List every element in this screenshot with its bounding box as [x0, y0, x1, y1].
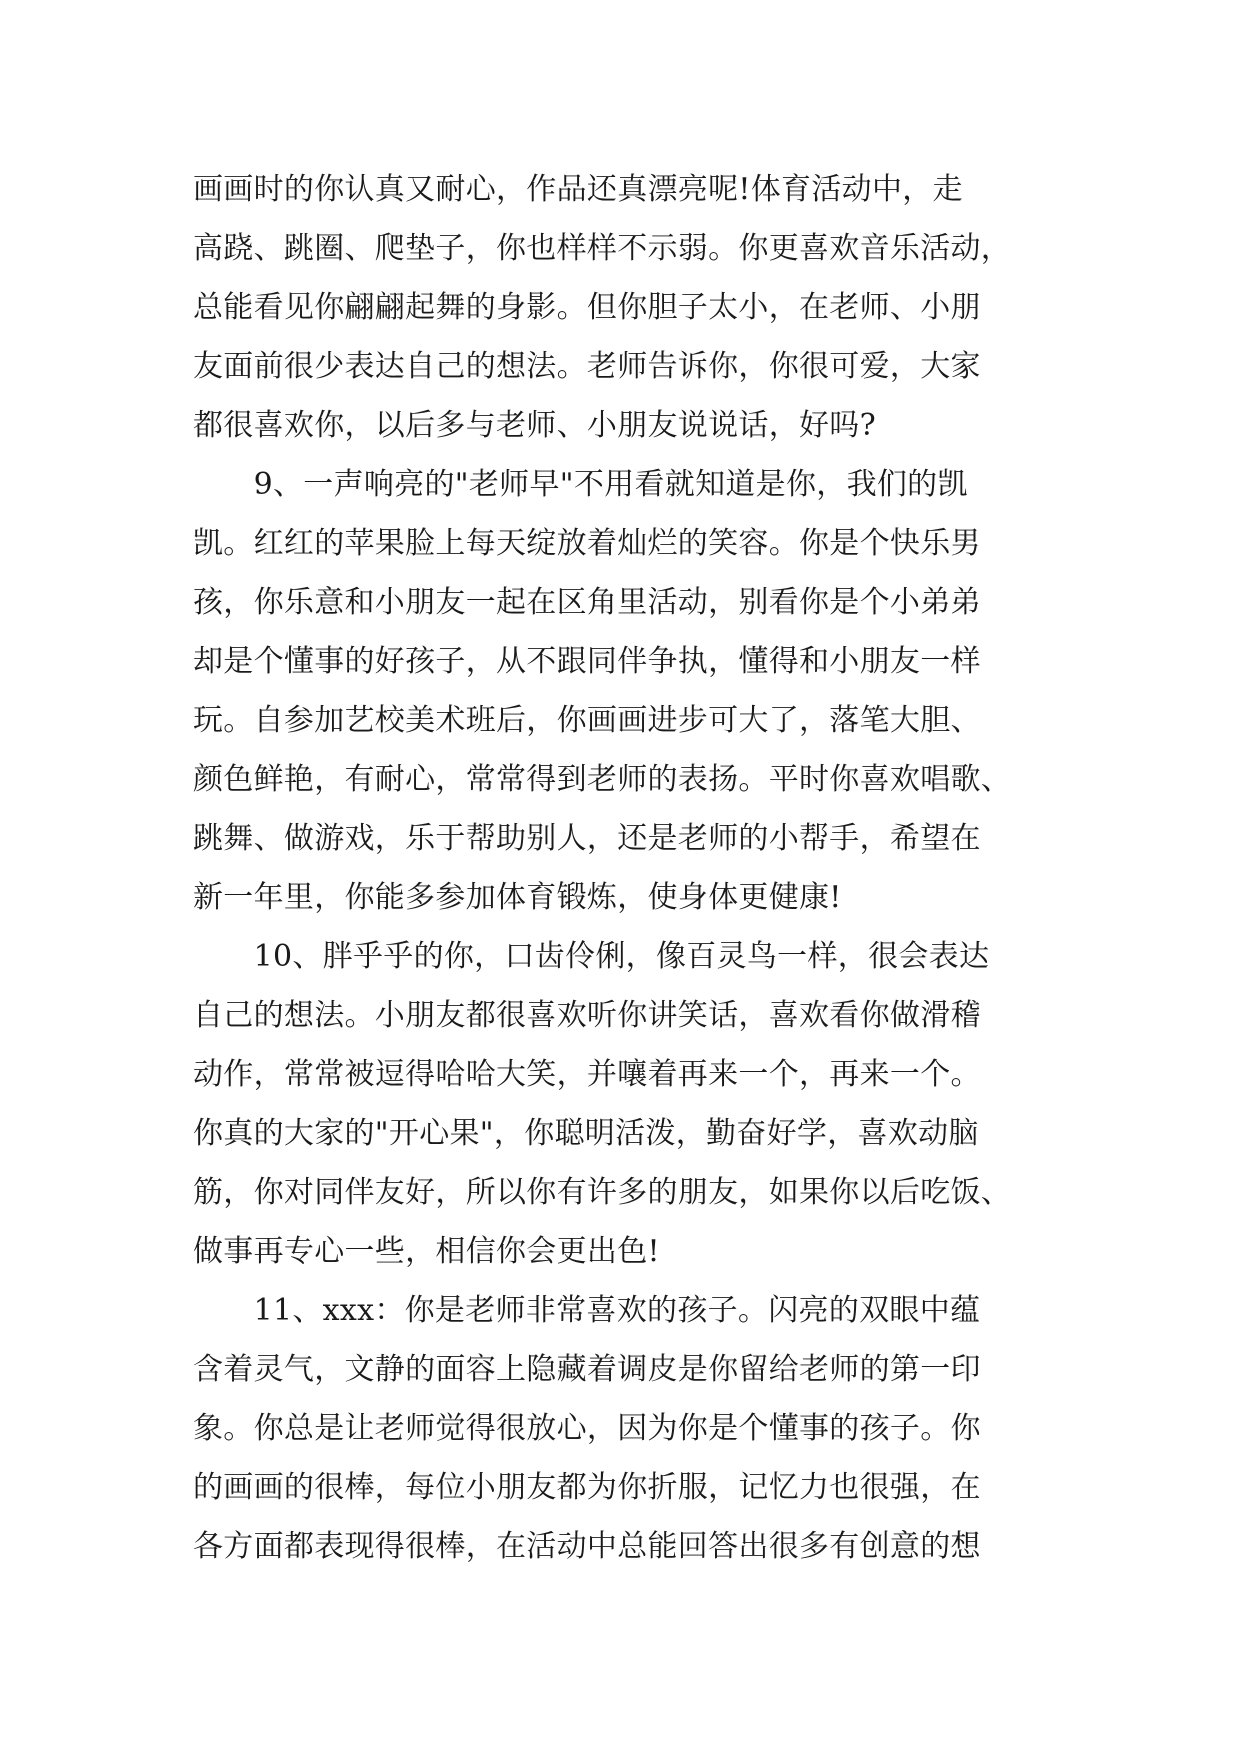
- text-line: 友面前很少表达自己的想法。老师告诉你，你很可爱，大家: [193, 349, 981, 384]
- paragraph-11-start: 11、xxx：你是老师非常喜欢的孩子。闪亮的双眼中蕴: [193, 1293, 981, 1328]
- text-line: 都很喜欢你，以后多与老师、小朋友说说话，好吗?: [193, 408, 876, 443]
- text-line: 跳舞、做游戏，乐于帮助别人，还是老师的小帮手，希望在: [193, 821, 981, 856]
- text-line: 画画时的你认真又耐心，作品还真漂亮呢!体育活动中，走: [193, 172, 963, 207]
- text-line: 总能看见你翩翩起舞的身影。但你胆子太小，在老师、小朋: [193, 290, 981, 325]
- body-text: [193, 160, 1063, 1576]
- text-line: 新一年里，你能多参加体育锻炼，使身体更健康!: [193, 880, 842, 915]
- text-line: 象。你总是让老师觉得很放心，因为你是个懂事的孩子。你: [193, 1411, 981, 1446]
- text-line: 却是个懂事的好孩子，从不跟同伴争执，懂得和小朋友一样: [193, 644, 981, 679]
- text-line: 孩，你乐意和小朋友一起在区角里活动，别看你是个小弟弟: [193, 585, 981, 620]
- text-line: 自己的想法。小朋友都很喜欢听你讲笑话，喜欢看你做滑稽: [193, 998, 981, 1033]
- text-line: 的画画的很棒，每位小朋友都为你折服，记忆力也很强，在: [193, 1470, 981, 1505]
- text-line: 凯。红红的苹果脸上每天绽放着灿烂的笑容。你是个快乐男: [193, 526, 981, 561]
- text-line: 各方面都表现得很棒，在活动中总能回答出很多有创意的想: [193, 1529, 981, 1564]
- text-line: 动作，常常被逗得哈哈大笑，并嚷着再来一个，再来一个。: [193, 1057, 981, 1092]
- paragraph-10-start: 10、胖乎乎的你，口齿伶俐，像百灵鸟一样，很会表达: [193, 939, 990, 974]
- text-line: 高跷、跳圈、爬垫子，你也样样不示弱。你更喜欢音乐活动，: [193, 231, 1012, 266]
- text-line: 含着灵气，文静的面容上隐藏着调皮是你留给老师的第一印: [193, 1352, 981, 1387]
- text-line: 筋，你对同伴友好，所以你有许多的朋友，如果你以后吃饭、: [193, 1175, 1012, 1210]
- text-line: 你真的大家的"开心果"，你聪明活泼，勤奋好学，喜欢动脑: [193, 1116, 979, 1151]
- text-line: 做事再专心一些，相信你会更出色!: [193, 1234, 660, 1269]
- text-line: 颜色鲜艳，有耐心，常常得到老师的表扬。平时你喜欢唱歌、: [193, 762, 1012, 797]
- paragraph-9-start: 9、一声响亮的"老师早"不用看就知道是你，我们的凯: [193, 467, 968, 502]
- text-line: 玩。自参加艺校美术班后，你画画进步可大了，落笔大胆、: [193, 703, 981, 738]
